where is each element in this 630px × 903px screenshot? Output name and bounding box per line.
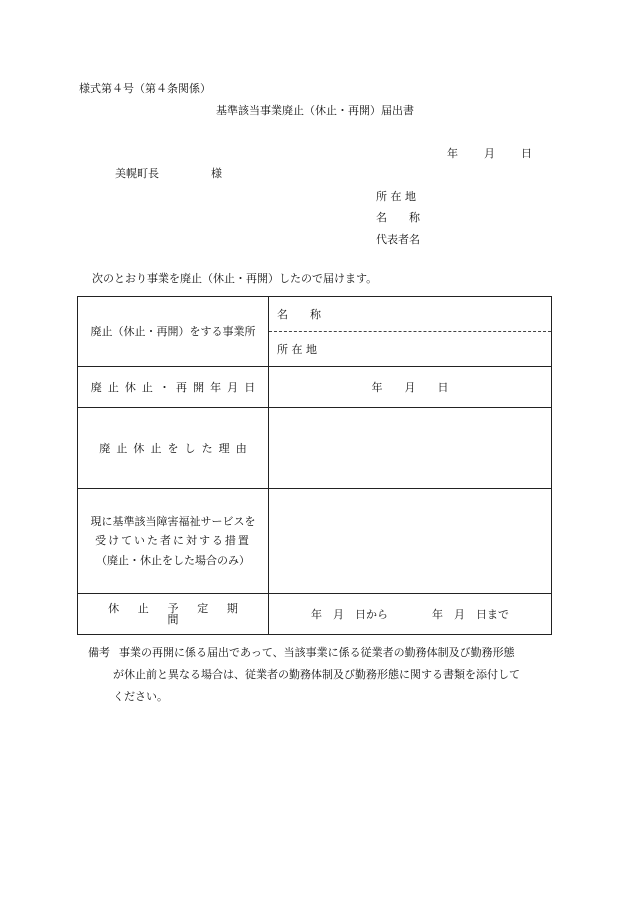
table-row-period — [78, 594, 552, 635]
office-label: 廃止（休止・再開）をする事業所 — [78, 297, 269, 367]
table-row-date — [78, 367, 552, 408]
office-name-label: 名 称 — [277, 307, 321, 321]
period-field[interactable]: 年 月 日から 年 月 日まで — [269, 594, 552, 635]
office-address-label: 所 在 地 — [277, 342, 317, 356]
remarks-line-3: ください。 — [113, 690, 168, 703]
table-row-reason — [78, 408, 552, 489]
remarks-heading: 備考 — [88, 646, 110, 659]
measures-field[interactable] — [269, 489, 552, 594]
office-address-field[interactable] — [269, 332, 551, 366]
date-day: 日 — [521, 147, 532, 160]
office-detail-cell — [269, 297, 552, 367]
addressee-name: 美幌町長 — [115, 167, 159, 180]
period-label: 休止予定期間 — [78, 594, 269, 635]
office-name-field[interactable] — [269, 297, 551, 332]
submission-date — [447, 148, 532, 159]
remarks-line-2: が休止前と異なる場合は、従業者の勤務体制及び勤務形態に関する書類を添付して — [113, 668, 520, 681]
table-row-measures — [78, 489, 552, 594]
remarks-line-1: 事業の再開に係る届出であって、当該事業に係る従業者の勤務体制及び勤務形態 — [119, 646, 515, 659]
reason-label: 廃止休止をした理由 — [78, 408, 269, 489]
reason-field[interactable] — [269, 408, 552, 489]
table-row-office — [78, 297, 552, 367]
measures-label — [78, 489, 269, 594]
intro-text: 次のとおり事業を廃止（休止・再開）したので届けます。 — [92, 272, 378, 285]
date-year: 年 — [447, 147, 458, 160]
addressee-honorific: 様 — [211, 167, 222, 180]
applicant-name-label: 名 称 — [376, 211, 420, 224]
document-title: 基準該当事業廃止（休止・再開）届出書 — [216, 104, 414, 117]
notification-form-table — [77, 296, 552, 635]
form-number: 様式第４号（第４条関係） — [79, 82, 211, 95]
remarks — [88, 642, 558, 708]
date-field[interactable]: 年 月 日 — [269, 367, 552, 408]
measures-label-line1: 現に基準該当障害福祉サービスを — [90, 515, 256, 529]
addressee — [115, 168, 222, 179]
applicant-address-label: 所 在 地 — [376, 190, 416, 203]
measures-label-line3: （廃止・休止をした場合のみ） — [96, 553, 250, 567]
date-month: 月 — [484, 147, 495, 160]
date-label: 廃止休止・再開年月日 — [78, 367, 269, 408]
measures-label-line2: 受けていた者に対する措置 — [95, 534, 251, 548]
applicant-representative-label: 代表者名 — [376, 233, 420, 246]
